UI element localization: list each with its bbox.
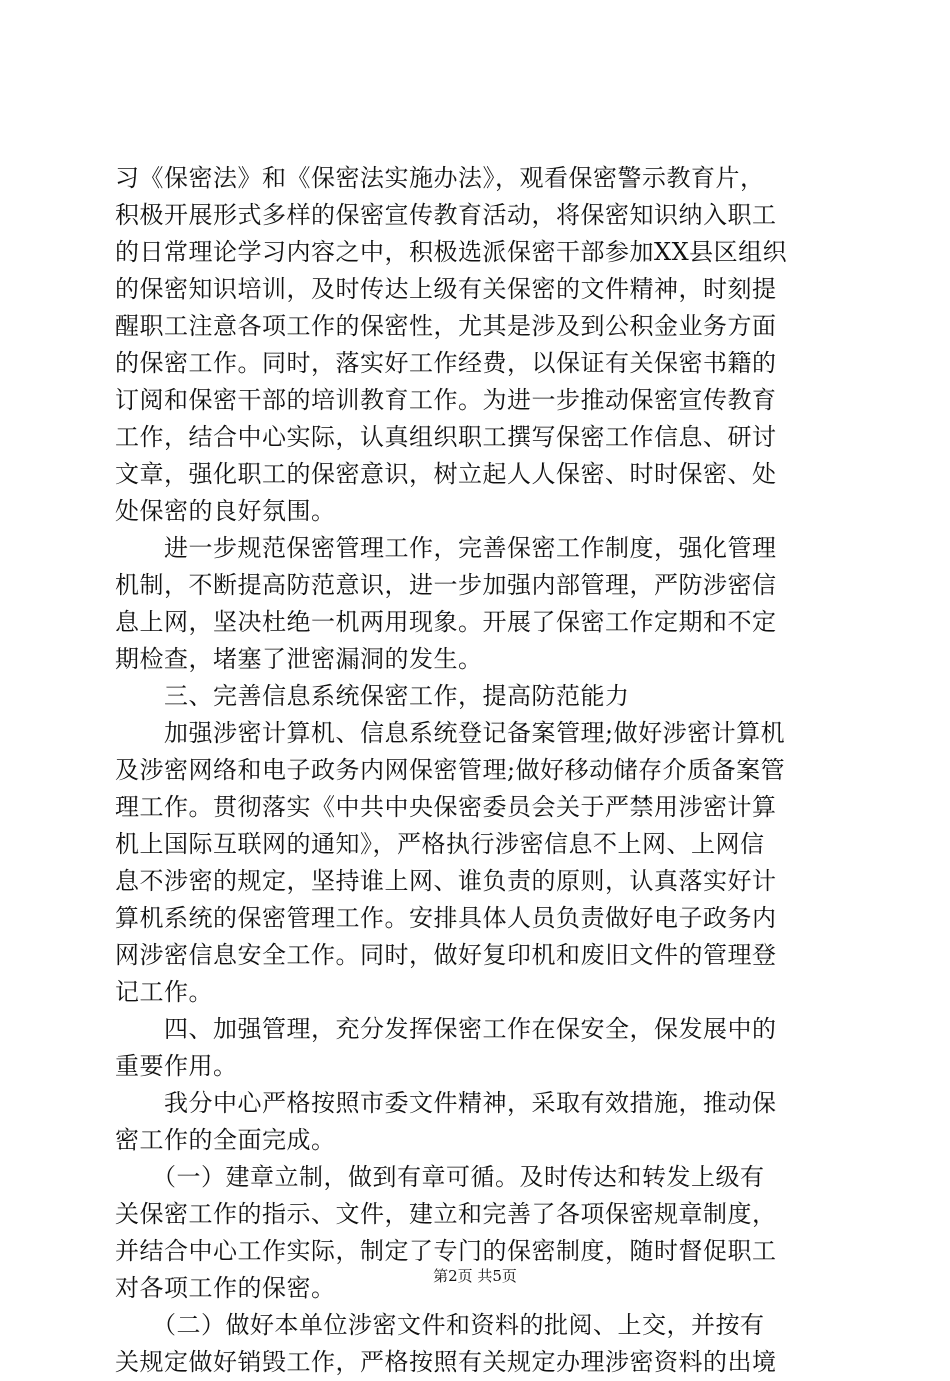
- text-line: 订阅和保密干部的培训教育工作。为进一步推动保密宣传教育: [115, 386, 777, 414]
- text-line: 关规定做好销毁工作，严格按照有关规定办理涉密资料的出境: [115, 1348, 777, 1376]
- text-line: 处保密的良好氛围。: [115, 497, 336, 525]
- text-line: 期检查，堵塞了泄密漏洞的发生。: [115, 645, 483, 673]
- text-line: （二）做好本单位涉密文件和资料的批阅、上交，并按有: [115, 1311, 765, 1339]
- section-heading: 四、加强管理，充分发挥保密工作在保安全，保发展中的: [115, 1015, 777, 1043]
- text-line: 我分中心严格按照市委文件精神，采取有效措施，推动保: [115, 1089, 777, 1117]
- text-line: 记工作。: [115, 978, 213, 1006]
- text-line: 密工作的全面完成。: [115, 1126, 336, 1154]
- text-line: 习《保密法》和《保密法实施办法》，观看保密警示教育片，: [115, 164, 765, 192]
- text-line: 机制，不断提高防范意识，进一步加强内部管理，严防涉密信: [115, 571, 777, 599]
- text-line: 关保密工作的指示、文件，建立和完善了各项保密规章制度，: [115, 1200, 777, 1228]
- text-line: 网涉密信息安全工作。同时，做好复印机和废旧文件的管理登: [115, 941, 777, 969]
- text-line: 加强涉密计算机、信息系统登记备案管理;做好涉密计算机: [115, 719, 786, 747]
- text-line: 息上网，坚决杜绝一机两用现象。开展了保密工作定期和不定: [115, 608, 777, 636]
- text-line: 工作，结合中心实际，认真组织职工撰写保密工作信息、研讨: [115, 423, 777, 451]
- document-body: [115, 160, 835, 1381]
- text-line: 算机系统的保密管理工作。安排具体人员负责做好电子政务内: [115, 904, 777, 932]
- text-line: 文章，强化职工的保密意识，树立起人人保密、时时保密、处: [115, 460, 777, 488]
- text-line: 并结合中心工作实际，制定了专门的保密制度，随时督促职工: [115, 1237, 777, 1265]
- text-line: 进一步规范保密管理工作，完善保密工作制度，强化管理: [115, 534, 777, 562]
- section-heading: 三、完善信息系统保密工作，提高防范能力: [115, 682, 630, 710]
- text-line: 积极开展形式多样的保密宣传教育活动，将保密知识纳入职工: [115, 201, 777, 229]
- page-number-footer: 第2页 共5页: [433, 1267, 517, 1285]
- text-line: 对各项工作的保密。: [115, 1274, 336, 1302]
- text-line: 的日常理论学习内容之中，积极选派保密干部参加XX县区组织: [115, 238, 788, 266]
- text-line: （一）建章立制，做到有章可循。及时传达和转发上级有: [115, 1163, 765, 1191]
- text-line: 醒职工注意各项工作的保密性，尤其是涉及到公积金业务方面: [115, 312, 777, 340]
- text-line: 的保密知识培训，及时传达上级有关保密的文件精神，时刻提: [115, 275, 777, 303]
- text-line: 息不涉密的规定，坚持谁上网、谁负责的原则，认真落实好计: [115, 867, 777, 895]
- text-line: 机上国际互联网的通知》，严格执行涉密信息不上网、上网信: [115, 830, 765, 858]
- text-line: 理工作。贯彻落实《中共中央保密委员会关于严禁用涉密计算: [115, 793, 777, 821]
- text-line: 重要作用。: [115, 1052, 238, 1080]
- text-line: 的保密工作。同时，落实好工作经费，以保证有关保密书籍的: [115, 349, 777, 377]
- text-line: 及涉密网络和电子政务内网保密管理;做好移动储存介质备案管: [115, 756, 786, 784]
